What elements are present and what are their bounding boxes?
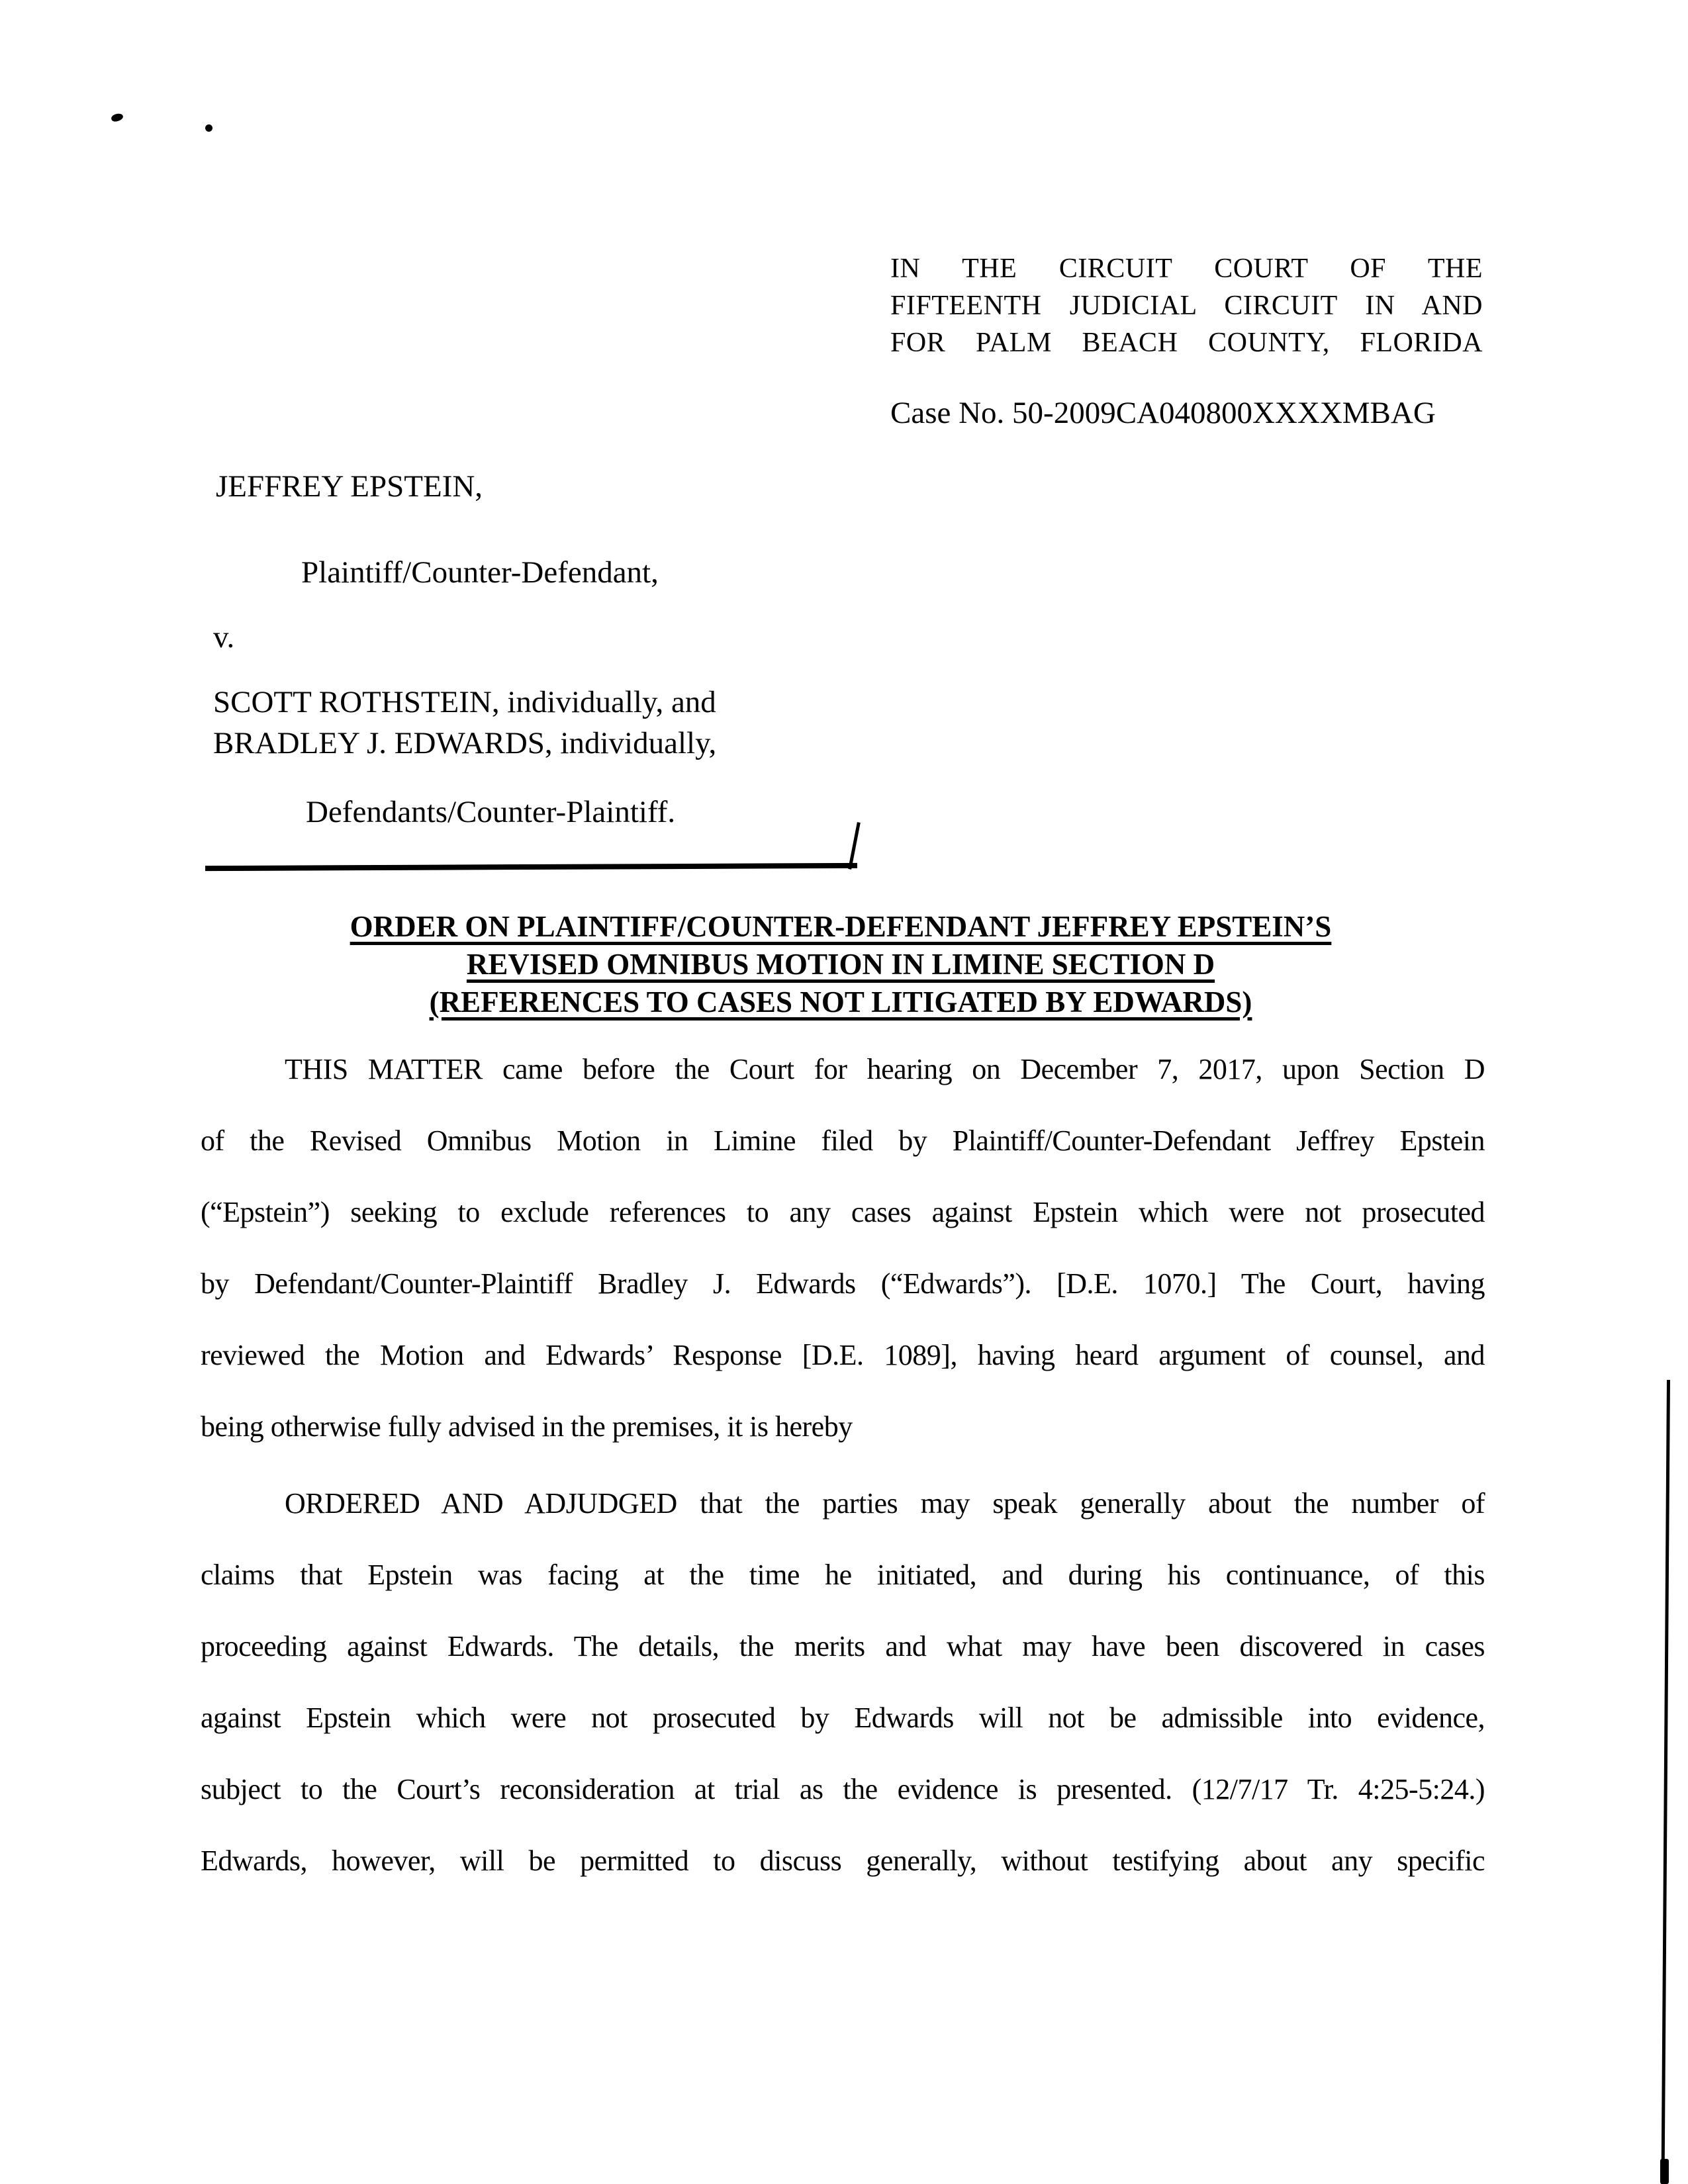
body-line: claims that Epstein was facing at the time he initiated, and during his continuance, of this bbox=[201, 1559, 1485, 1591]
body-line: of the Revised Omnibus Motion in Limine filed by Plaintiff/Counter-Defendant Jeffrey Epstein bbox=[201, 1124, 1485, 1157]
order-body bbox=[201, 1034, 1485, 1897]
order-title-line: REVISED OMNIBUS MOTION IN LIMINE SECTION D bbox=[466, 948, 1215, 981]
caption-separator-line bbox=[205, 863, 857, 871]
body-line: being otherwise fully advised in the premises, it is hereby bbox=[201, 1410, 853, 1443]
ink-speck-icon bbox=[111, 112, 124, 122]
case-number: Case No. 50-2009CA040800XXXXMBAG bbox=[890, 396, 1436, 430]
body-line: Edwards, however, will be permitted to discuss generally, without testifying about any specific bbox=[201, 1844, 1485, 1877]
scan-artifact-blob bbox=[1660, 2159, 1669, 2184]
caption-defendant-line: BRADLEY J. EDWARDS, individually, bbox=[213, 726, 717, 760]
body-line: by Defendant/Counter-Plaintiff Bradley J. Edwards (“Edwards”). [D.E. 1070.] The Court, having bbox=[201, 1267, 1485, 1300]
court-header bbox=[890, 250, 1483, 361]
body-line: ORDERED AND ADJUDGED that the parties may speak generally about the number of bbox=[285, 1487, 1485, 1520]
court-header-line: FOR PALM BEACH COUNTY, FLORIDA bbox=[890, 328, 1483, 358]
order-title-line: ORDER ON PLAINTIFF/COUNTER-DEFENDANT JEFFREY EPSTEIN’S bbox=[350, 910, 1332, 943]
caption-versus: v. bbox=[213, 620, 235, 655]
body-line: (“Epstein”) seeking to exclude references to any cases against Epstein which were not prosecuted bbox=[201, 1196, 1485, 1228]
body-paragraph bbox=[201, 1034, 1485, 1463]
body-line: reviewed the Motion and Edwards’ Response [D.E. 1089], having heard argument of counsel, and bbox=[201, 1339, 1485, 1371]
order-title-line: (REFERENCES TO CASES NOT LITIGATED BY EDWARDS) bbox=[429, 985, 1252, 1019]
body-paragraph bbox=[201, 1468, 1485, 1897]
caption-plaintiff-role: Plaintiff/Counter-Defendant, bbox=[301, 555, 659, 590]
body-line: THIS MATTER came before the Court for hearing on December 7, 2017, upon Section D bbox=[285, 1053, 1485, 1085]
caption-defendants-role: Defendants/Counter-Plaintiff. bbox=[306, 795, 676, 829]
caption-defendants bbox=[213, 682, 716, 764]
order-title bbox=[199, 908, 1483, 1021]
body-line: against Epstein which were not prosecuted by Edwards will not be admissible into evidence, bbox=[201, 1702, 1485, 1734]
caption-defendant-line: SCOTT ROTHSTEIN, individually, and bbox=[213, 685, 716, 719]
body-line: subject to the Court’s reconsideration at trial as the evidence is presented. (12/7/17 Tr. 4:25-5:24.) bbox=[201, 1773, 1485, 1805]
ink-speck-icon bbox=[205, 124, 212, 132]
caption-plaintiff-name: JEFFREY EPSTEIN, bbox=[216, 469, 483, 504]
court-header-line: IN THE CIRCUIT COURT OF THE bbox=[890, 253, 1483, 284]
scan-artifact-line bbox=[1662, 1380, 1670, 2184]
body-line: proceeding against Edwards. The details, the merits and what may have been discovered in cases bbox=[201, 1630, 1485, 1662]
court-header-line: FIFTEENTH JUDICIAL CIRCUIT IN AND bbox=[890, 291, 1483, 321]
